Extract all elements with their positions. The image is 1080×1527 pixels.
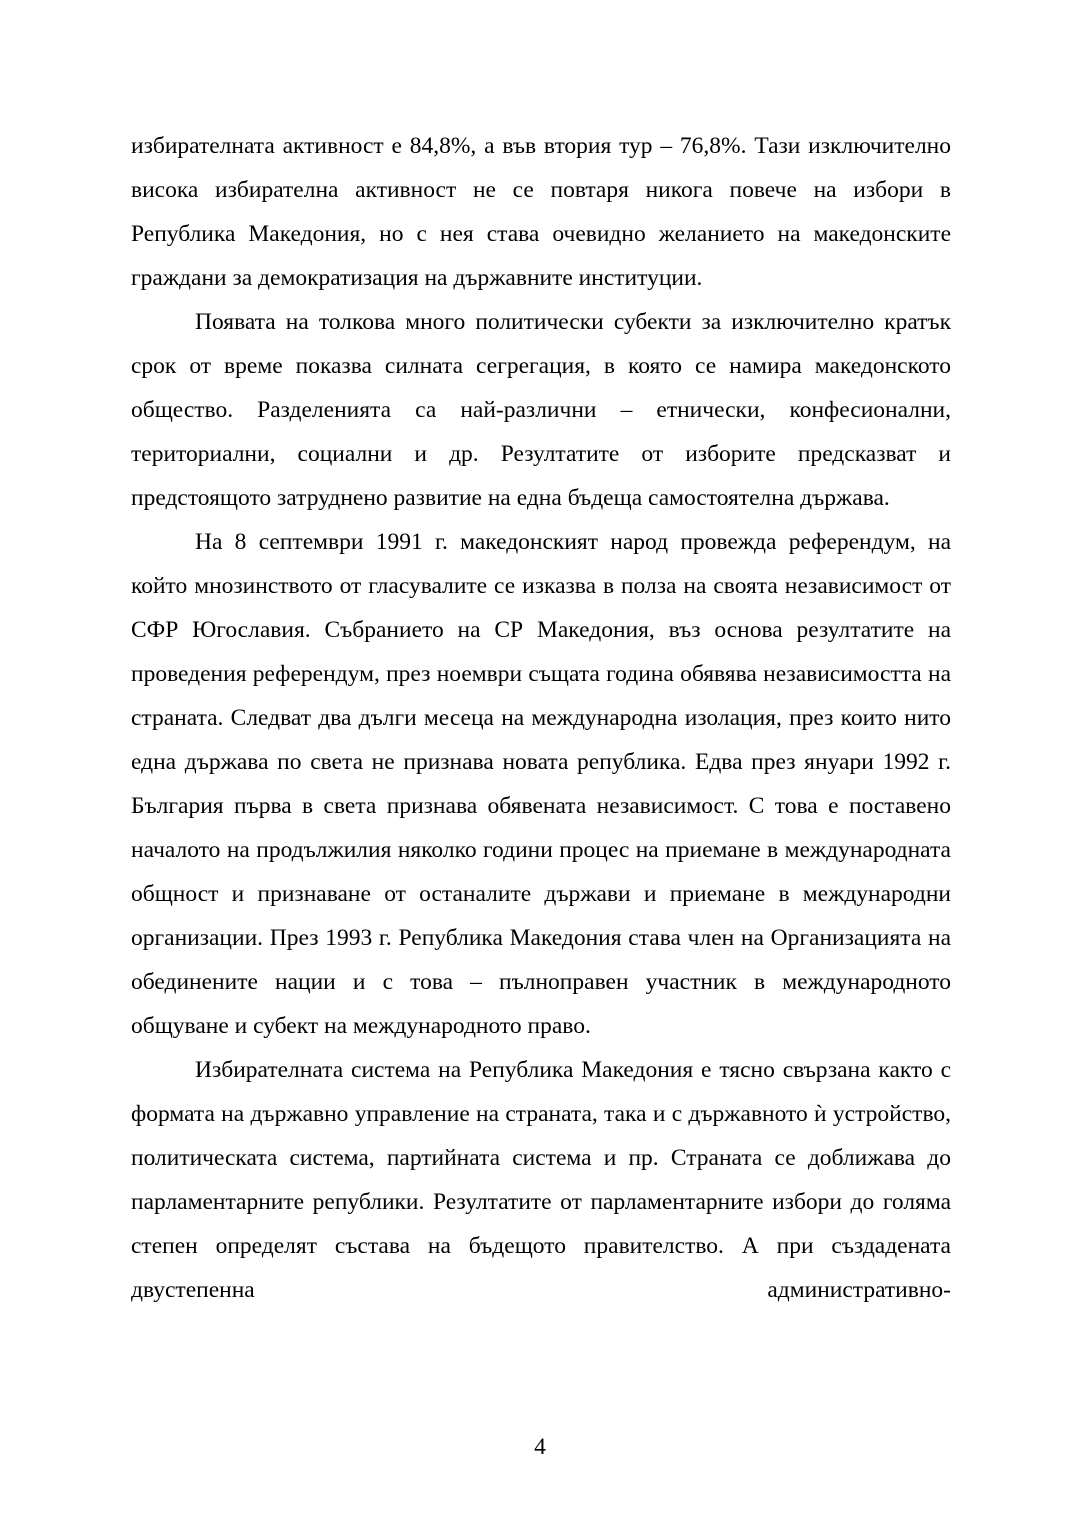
paragraph-4: Избирателната система на Република Македония е тясно свързана както с формата на държавно управление на страната, така и с държавното ѝ устройство, политическата система, партийната система и пр. Страната се доближава до парламентарните републики. Резултатите от парламентарните избори до голяма степен определят състава на бъдещото правителство. А при създадената двустепенна административно- [131, 1057, 951, 1303]
paragraph-1: избирателната активност е 84,8%, а във втория тур – 76,8%. Тази изключително висока избирателна активност не се повтаря никога повече на избори в Република Македония, но с нея става очевидно желанието на македонските граждани за демократизация на държавните институции. [131, 133, 951, 291]
paragraph-2: Появата на толкова много политически субекти за изключително кратък срок от време показва силната сегрегация, в която се намира македонското общество. Разделенията са най-различни – етнически, конфесионални, териториални, социални и др. Резултатите от изборите предсказват и предстоящото затруднено развитие на една бъдеща самостоятелна държава. [131, 309, 951, 511]
paragraph-3: На 8 септември 1991 г. македонският народ провежда референдум, на който мнозинството от гласувалите се изказва в полза на своята независимост от СФР Югославия. Събранието на СР Македония, въз основа резултатите на проведения референдум, през ноември същата година обявява независимостта на страната. Следват два дълги месеца на международна изолация, през които нито една държава по света не признава новата република. Едва през януари 1992 г. България първа в света признава обявената независимост. С това е поставено началото на продължилия няколко години процес на приемане в международната общност и признаване от останалите държави и приемане в международни организации. През 1993 г. Република Македония става член на Организацията на обединените нации и с това – пълноправен участник в международното общуване и субект на международното право. [131, 529, 951, 1039]
document-body [131, 124, 951, 1312]
page-number: 4 [534, 1434, 546, 1460]
